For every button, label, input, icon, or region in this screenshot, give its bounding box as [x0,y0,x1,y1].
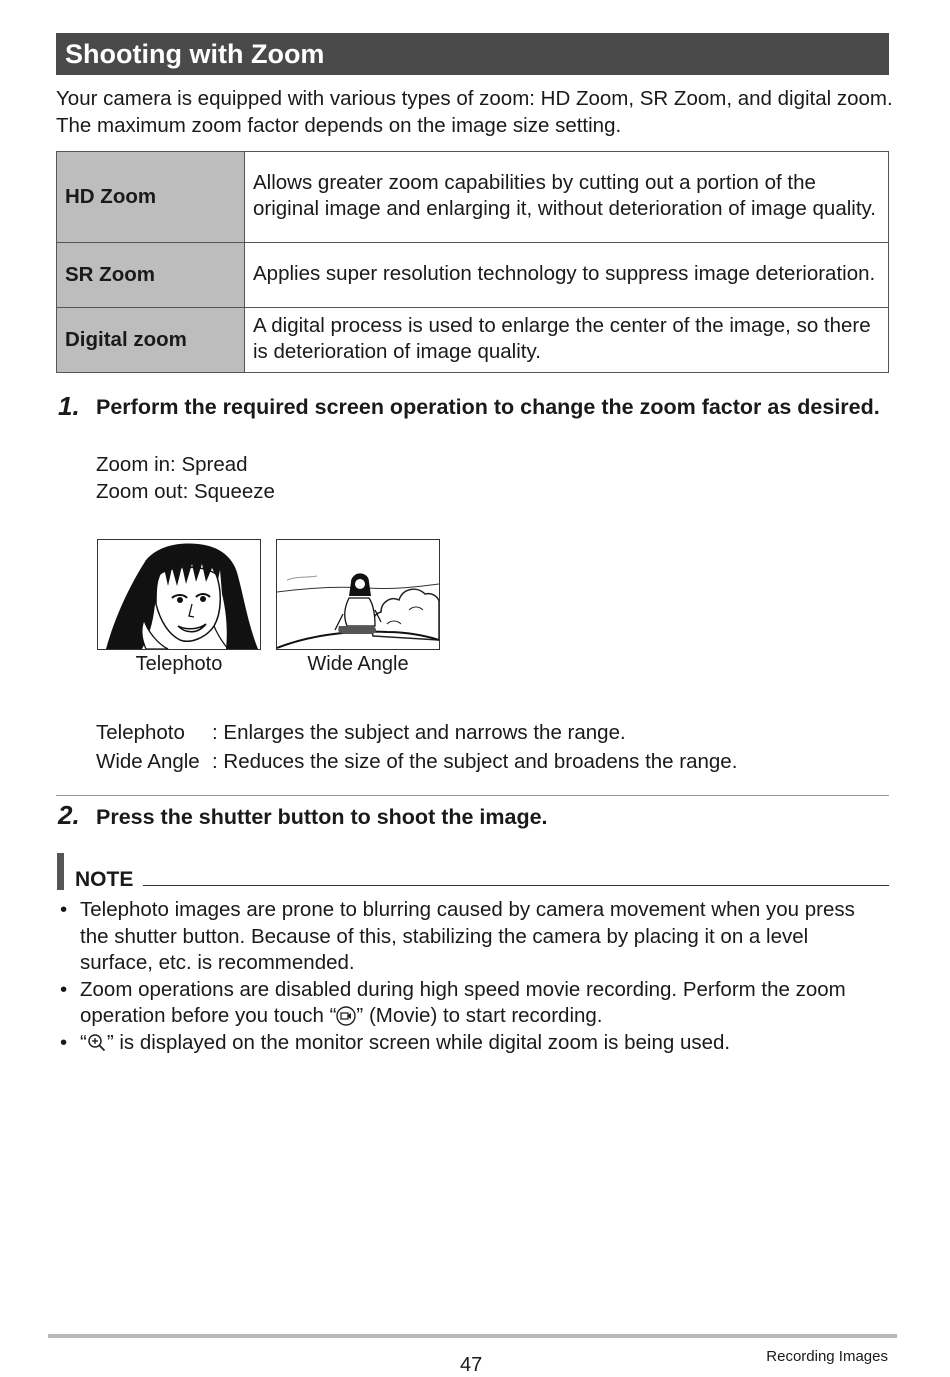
table-row [57,308,889,373]
telephoto-portrait-image [98,540,260,649]
page-title: Shooting with Zoom [56,33,889,75]
bullet: • [60,977,68,1001]
definition-separator: : [212,750,218,773]
wide-angle-caption: Wide Angle [307,653,409,675]
zoom-term-sr: SR Zoom [57,243,245,308]
note-label: NOTE [75,868,134,891]
section-name: Recording Images [766,1348,888,1365]
telephoto-illustration [97,539,261,650]
zoom-term-hd: HD Zoom [57,152,245,243]
note-text-before: “ [80,1030,87,1054]
telephoto-caption: Telephoto [135,653,223,675]
zoom-out-gesture: Zoom out: Squeeze [96,480,275,503]
zoom-description-hd: Allows greater zoom capabilities by cutting out a portion of the original image and enlarging it, without deterioration of image quality. [245,152,889,243]
intro-paragraph: Your camera is equipped with various types of zoom: HD Zoom, SR Zoom, and digital zoom. The maximum zoom factor depends on the image size setting. [56,87,893,137]
step-1-number: 1. [58,391,80,421]
note-underline [143,885,889,886]
definition-separator: : [212,721,218,744]
wide-angle-illustration [276,539,440,650]
table-row [57,243,889,308]
definition-wide-angle [96,747,886,776]
list-item [56,977,886,1030]
page-number: 47 [460,1354,483,1376]
definition-text: Enlarges the subject and narrows the range. [223,721,626,744]
definition-telephoto [96,718,886,747]
list-item [56,897,886,977]
table-row [57,152,889,243]
zoom-term-digital: Digital zoom [57,308,245,373]
note-text: Telephoto images are prone to blurring caused by camera movement when you press the shutter button. Because of this, stabilizing the camera by placing it on a level surface, etc. is recommended. [80,898,855,974]
movie-icon [336,1006,356,1026]
note-marker [57,853,64,890]
footer-rule [48,1334,897,1338]
note-text-before: Zoom operations are disabled during high speed movie recording. Perform the zoom operation before you touch “ [80,977,846,1027]
step-1-instruction: Perform the required screen operation to change the zoom factor as desired. [96,395,880,419]
definition-term: Telephoto [96,721,185,744]
bullet: • [60,898,68,921]
definition-term: Wide Angle [96,750,200,773]
zoom-types-table [56,151,889,373]
list-item [56,1030,886,1057]
zoom-in-icon [87,1033,107,1053]
note-text-after: ” (Movie) to start recording. [356,1004,603,1027]
zoom-in-gesture: Zoom in: Spread [96,453,248,476]
zoom-description-sr: Applies super resolution technology to suppress image deterioration. [245,243,889,308]
note-list [56,897,886,1056]
wide-angle-landscape-image [277,540,439,649]
bullet: • [60,1030,68,1054]
step-2-number: 2. [58,800,80,830]
definition-text: Reduces the size of the subject and broadens the range. [223,750,738,773]
section-divider [56,795,889,796]
note-text-after: ” is displayed on the monitor screen while digital zoom is being used. [106,1030,731,1054]
step-2-instruction: Press the shutter button to shoot the image. [96,805,548,829]
zoom-description-digital: A digital process is used to enlarge the center of the image, so there is deterioration of image quality. [245,308,889,373]
